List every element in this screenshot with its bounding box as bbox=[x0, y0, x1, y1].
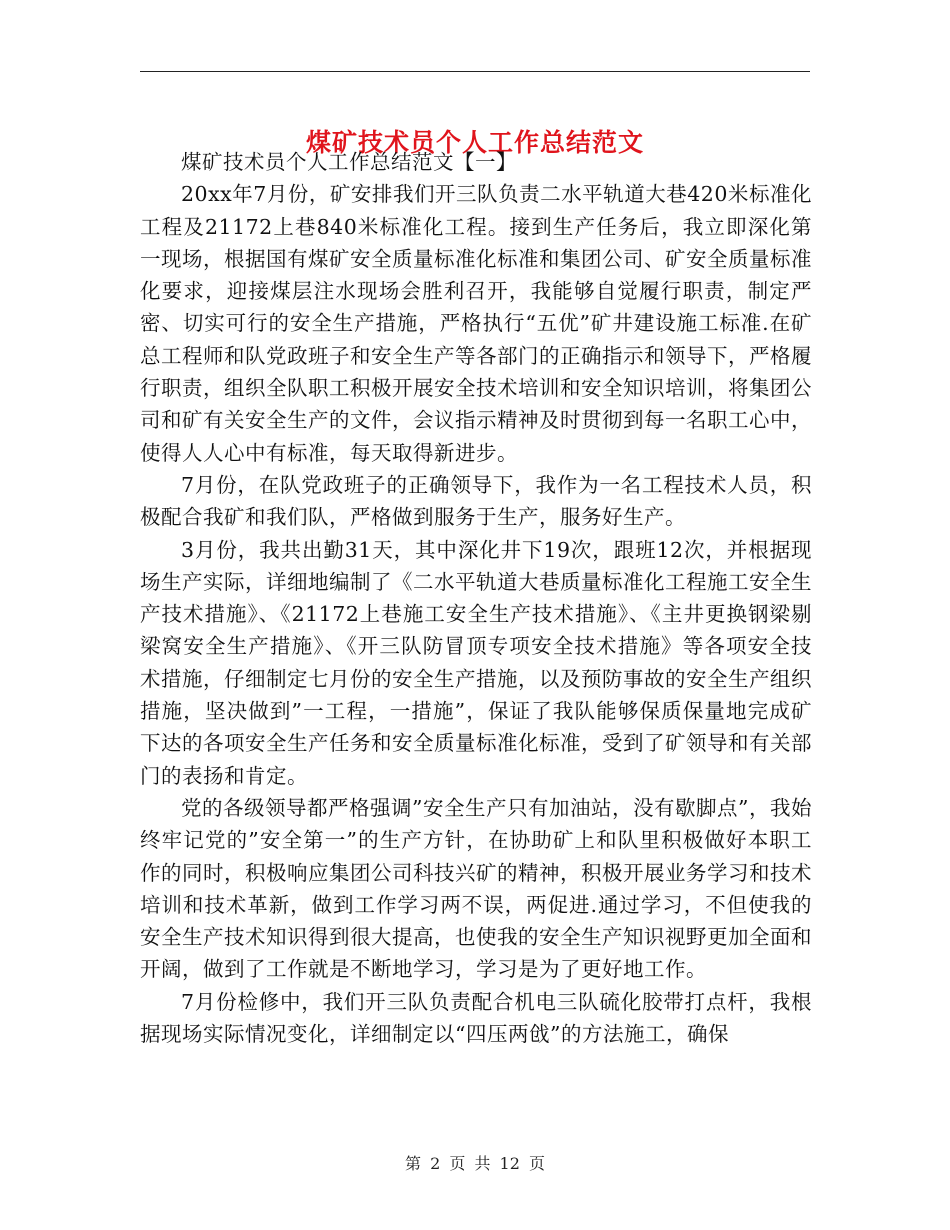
paragraph: 党的各级领导都严格强调”安全生产只有加油站，没有歇脚点”，我始终牢记党的”安全第一”的生产方针，在协助矿上和队里积极做好本职工作的同时，积极响应集团公司科技兴矿的精神，积极开展业务学习和技术培训和技术革新，做到工作学习两不误，两促进.通过学习，不但使我的安全生产技术知识得到很大提高，也使我的安全生产知识视野更加全面和开阔，做到了工作就是不断地学习，学习是为了更好地工作。 bbox=[140, 795, 812, 982]
document-title: 煤矿技术员个人工作总结范文 bbox=[305, 127, 644, 157]
paragraph: 7月份，在队党政班子的正确领导下，我作为一名工程技术人员，积极配合我矿和我们队，严格做到服务于生产，服务好生产。 bbox=[140, 472, 812, 530]
section-subtitle: 煤矿技术员个人工作总结范文【一】 bbox=[181, 150, 517, 174]
paragraph: 7月份检修中，我们开三队负责配合机电三队硫化胶带打点杆，我根据现场实际情况变化，详细制定以“四压两戗”的方法施工，确保 bbox=[140, 989, 812, 1047]
page-number-footer: 第 2 页 共 12 页 bbox=[405, 1154, 545, 1173]
header-rule bbox=[140, 71, 810, 72]
document-body bbox=[140, 146, 812, 1050]
paragraph: 20xx年7月份，矿安排我们开三队负责二水平轨道大巷420米标准化工程及21172上巷840米标准化工程。接到生产任务后，我立即深化第一现场，根据国有煤矿安全质量标准化标准和集团公司、矿安全质量标准化要求，迎接煤层注水现场会胜利召开，我能够自觉履行职责，制定严密、切实可行的安全生产措施，严格执行“五优”矿井建设施工标准.在矿总工程师和队党政班子和安全生产等各部门的正确指示和领导下，严格履行职责，组织全队职工积极开展安全技术培训和安全知识培训，将集团公司和矿有关安全生产的文件，会议指示精神及时贯彻到每一名职工心中，使得人人心中有标准，每天取得新进步。 bbox=[140, 182, 812, 465]
paragraph: 3月份，我共出勤31天，其中深化井下19次，跟班12次，并根据现场生产实际，详细地编制了《二水平轨道大巷质量标准化工程施工安全生产技术措施》、《21172上巷施工安全生产技术措施》、《主井更换钢梁剔梁窝安全生产措施》、《开三队防冒顶专项安全技术措施》等各项安全技术措施，仔细制定七月份的安全生产措施，以及预防事故的安全生产组织措施，坚决做到”一工程，一措施”，保证了我队能够保质保量地完成矿下达的各项安全生产任务和安全质量标准化标准，受到了矿领导和有关部门的表扬和肯定。 bbox=[140, 537, 812, 788]
